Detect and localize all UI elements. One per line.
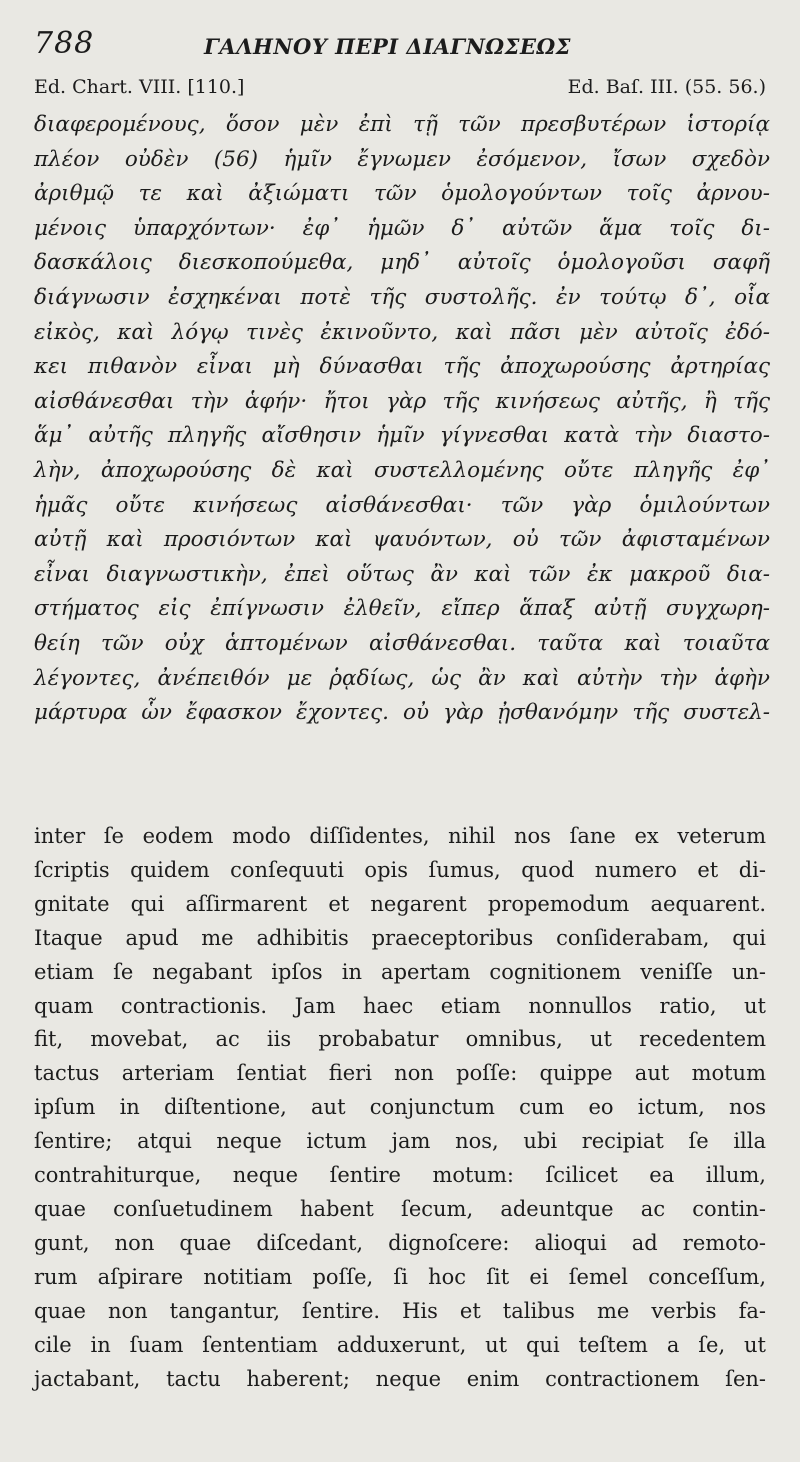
latin-text-line: contrahiturque, neque ſentire motum: ſcilicet ea illum, bbox=[34, 1163, 766, 1188]
latin-text-line: ipſum in diſtentione, aut conjunctum cum eo ictum, nos bbox=[34, 1095, 766, 1120]
greek-text-line: ἡμᾶς οὔτε κινήσεως αἰσθάνεσθαι· τῶν γὰρ ὁμιλούντων bbox=[34, 492, 770, 518]
greek-text-line: μένοις ὑπαρχόντων· ἐφ᾽ ἡμῶν δ᾽ αὐτῶν ἅμα τοῖς δι- bbox=[34, 215, 770, 241]
latin-text-line: quae conſuetudinem habent ſecum, adeuntque ac contin- bbox=[34, 1196, 766, 1221]
greek-text-line: λὴν, ἀποχωρούσης δὲ καὶ συστελλομένης οὔτε πληγῆς ἐφ᾽ bbox=[34, 457, 770, 483]
greek-text-line: πλέον οὐδὲν (56) ἡμῖν ἔγνωμεν ἐσόμενον, ἴσων σχεδὸν bbox=[34, 146, 770, 172]
greek-text-line: λέγοντες, ἀνέπειθόν με ῥᾳδίως, ὡς ἂν καὶ αὐτὴν τὴν ἁφὴν bbox=[34, 665, 770, 691]
latin-text-line: etiam ſe negabant ipſos in apertam cognitionem veniſſe un- bbox=[34, 959, 766, 984]
latin-text-line: rum aſpirare notitiam poſſe, ſi hoc ſit ei ſemel conceſſum, bbox=[34, 1264, 766, 1289]
greek-text-line: αὐτῇ καὶ προσιόντων καὶ ψαυόντων, οὐ τῶν ἀφισταμένων bbox=[34, 527, 770, 553]
latin-text-line: gunt, non quae diſcedant, dignoſcere: alioqui ad remoto- bbox=[34, 1230, 766, 1255]
running-title: ΓΑΛΗΝΟΥ ΠΕΡΙ ΔΙΑΓΝΩΣΕΩΣ bbox=[204, 34, 572, 59]
greek-text-line: μάρτυρα ὧν ἔφασκον ἔχοντες. οὐ γὰρ ᾐσθανόμην τῆς συστελ- bbox=[34, 700, 770, 726]
greek-text-line: εἰκὸς, καὶ λόγῳ τινὲς ἐκινοῦντο, καὶ πᾶσι μὲν αὐτοῖς ἐδό- bbox=[34, 319, 770, 345]
latin-text-block bbox=[34, 820, 766, 1396]
edition-reference-line bbox=[34, 76, 766, 106]
greek-text-line: θείη τῶν οὐχ ἁπτομένων αἰσθάνεσθαι. ταῦτα καὶ τοιαῦτα bbox=[34, 630, 770, 656]
greek-text-line: διάγνωσιν ἐσχηκέναι ποτὲ τῆς συστολῆς. ἐν τούτῳ δ᾽, οἷα bbox=[34, 284, 770, 310]
greek-text-block bbox=[34, 108, 770, 731]
greek-text-line: στήματος εἰς ἐπίγνωσιν ἐλθεῖν, εἴπερ ἅπαξ αὐτῇ συγχωρη- bbox=[34, 596, 770, 622]
latin-text-line: fit, movebat, ac iis probabatur omnibus, ut recedentem bbox=[34, 1027, 766, 1052]
greek-text-line: διαφερομένους, ὅσον μὲν ἐπὶ τῇ τῶν πρεσβυτέρων ἱστορίᾳ bbox=[34, 112, 770, 137]
latin-text-line: cile in ſuam ſententiam adduxerunt, ut qui teſtem a ſe, ut bbox=[34, 1332, 766, 1357]
page-number: 788 bbox=[34, 26, 95, 61]
greek-text-line: δασκάλοις διεσκοπούμεθα, μηδ᾽ αὐτοῖς ὁμολογοῦσι σαφῆ bbox=[34, 250, 770, 276]
latin-text-line: jactabant, tactu haberent; neque enim contractionem ſen- bbox=[34, 1366, 766, 1391]
latin-text-line: quae non tangantur, ſentire. His et talibus me verbis fa- bbox=[34, 1298, 766, 1323]
edition-reference-basel: Ed. Baſ. III. (55. 56.) bbox=[567, 76, 766, 98]
latin-text-line: quam contractionis. Jam haec etiam nonnullos ratio, ut bbox=[34, 993, 766, 1018]
latin-text-line: inter ſe eodem modo diſſidentes, nihil nos ſane ex veterum bbox=[34, 824, 766, 848]
latin-text-line: tactus arteriam ſentiat fieri non poſſe: quippe aut motum bbox=[34, 1061, 766, 1086]
latin-text-line: gnitate qui aſſirmarent et negarent propemodum aequarent. bbox=[34, 891, 766, 916]
page-header bbox=[34, 26, 774, 66]
latin-text-line: ſentire; atqui neque ictum jam nos, ubi recipiat ſe illa bbox=[34, 1129, 766, 1154]
greek-text-line: ἅμ᾽ αὐτῆς πληγῆς αἴσθησιν ἡμῖν γίγνεσθαι κατὰ τὴν διαστο- bbox=[34, 423, 770, 449]
greek-text-line: κει πιθανὸν εἶναι μὴ δύνασθαι τῆς ἀποχωρούσης ἀρτηρίας bbox=[34, 354, 770, 380]
greek-text-line: αἰσθάνεσθαι τὴν ἁφήν· ἤτοι γὰρ τῆς κινήσεως αὐτῆς, ἢ τῆς bbox=[34, 388, 770, 414]
latin-text-line: ſcriptis quidem conſequuti opis ſumus, quod numero et di- bbox=[34, 857, 766, 882]
edition-reference-chart: Ed. Chart. VIII. [110.] bbox=[34, 76, 245, 98]
greek-text-line: ἀριθμῷ τε καὶ ἀξιώματι τῶν ὁμολογούντων τοῖς ἀρνου- bbox=[34, 181, 770, 207]
greek-text-line: εἶναι διαγνωστικὴν, ἐπεὶ οὕτως ἂν καὶ τῶν ἐκ μακροῦ δια- bbox=[34, 561, 770, 587]
latin-text-line: Itaque apud me adhibitis praeceptoribus conſiderabam, qui bbox=[34, 925, 766, 950]
